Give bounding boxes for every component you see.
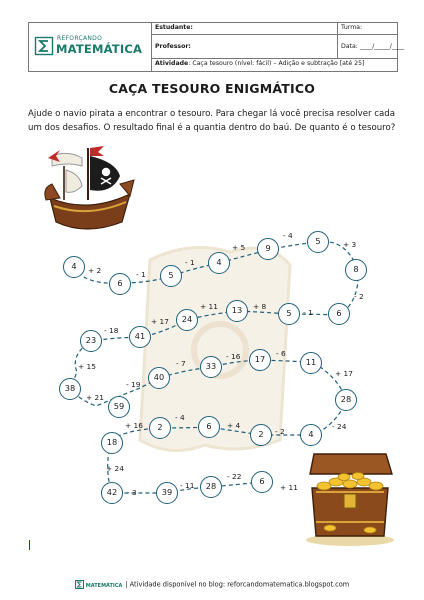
path-node: 6 bbox=[251, 471, 273, 493]
footer-text: | Atividade disponível no blog: reforcandomatematica.blogspot.com bbox=[125, 580, 350, 589]
path-node: 2 bbox=[250, 424, 272, 446]
operation-label: + 11 bbox=[200, 302, 218, 311]
operation-label: + 15 bbox=[78, 362, 96, 371]
operation-label: - 1 bbox=[185, 258, 195, 267]
operation-label: - 4 bbox=[283, 231, 293, 240]
date-label: Data: ____/_____/____ bbox=[341, 43, 405, 50]
operation-label: + 24 bbox=[106, 464, 124, 473]
path-node: 24 bbox=[176, 309, 198, 331]
path-node: 4 bbox=[63, 256, 85, 278]
operation-label: + 21 bbox=[86, 393, 104, 402]
operation-label: + 2 bbox=[88, 266, 102, 275]
operation-label: + 8 bbox=[253, 302, 267, 311]
operation-label: + 5 bbox=[232, 243, 246, 252]
teacher-label: Professor: bbox=[155, 43, 191, 50]
operation-label: - 6 bbox=[276, 349, 286, 358]
footer-brand: MATEMÁTICA bbox=[85, 582, 123, 589]
operation-label: - 2 bbox=[354, 292, 364, 301]
path-node: 23 bbox=[80, 330, 102, 352]
operation-label: + 11 bbox=[280, 483, 298, 492]
path-node: 11 bbox=[300, 352, 322, 374]
path-node: 42 bbox=[101, 482, 123, 504]
operation-label: - 4 bbox=[175, 413, 185, 422]
path-node: 9 bbox=[257, 238, 279, 260]
operation-label: - 2 bbox=[275, 427, 285, 436]
path-node: 6 bbox=[328, 303, 350, 325]
activity-label: Atividade bbox=[155, 60, 189, 67]
instructions-text: Ajude o navio pirata a encontrar o tesouro. Para chegar lá você precisa resolver cada um dos desafios. O resultado final é a quantia dentro do baú. De quanto é o tesouro? bbox=[28, 109, 396, 133]
path-node: 41 bbox=[129, 326, 151, 348]
footer bbox=[0, 580, 424, 589]
operation-label: + 4 bbox=[227, 421, 241, 430]
path-node: 5 bbox=[307, 231, 329, 253]
path-node: 6 bbox=[198, 416, 220, 438]
path-node: 5 bbox=[278, 303, 300, 325]
path-node: 4 bbox=[208, 252, 230, 274]
path-node: 40 bbox=[148, 367, 170, 389]
path-node: 17 bbox=[249, 349, 271, 371]
path-node: 18 bbox=[101, 432, 123, 454]
operation-label: - 1 bbox=[136, 270, 146, 279]
page-title: CAÇA TESOURO ENIGMÁTICO bbox=[108, 81, 316, 96]
operation-label: + 3 bbox=[343, 240, 357, 249]
path-node: 33 bbox=[200, 356, 222, 378]
operation-label: - 11 bbox=[180, 481, 195, 490]
brand-top: REFORÇANDO bbox=[57, 35, 103, 42]
text-cursor bbox=[29, 540, 30, 550]
path-node: 38 bbox=[59, 378, 81, 400]
activity-text: : Caça tesouro (nível: fácil) – Adição e subtração [até 25] bbox=[188, 60, 365, 67]
student-label: Estudante: bbox=[155, 24, 193, 31]
operation-label: - 3 bbox=[127, 488, 137, 497]
operation-label: + 17 bbox=[151, 317, 169, 326]
path-node: 4 bbox=[300, 424, 322, 446]
sigma-logo-icon bbox=[75, 580, 84, 589]
operation-label: - 24 bbox=[332, 422, 347, 431]
class-label: Turma: bbox=[341, 24, 363, 31]
operation-label: - 7 bbox=[176, 359, 186, 368]
path-node: 2 bbox=[149, 417, 171, 439]
operation-label: - 19 bbox=[126, 380, 141, 389]
path-node: 13 bbox=[226, 300, 248, 322]
path-node: 39 bbox=[156, 482, 178, 504]
operation-label: + 17 bbox=[335, 369, 353, 378]
operation-label: - 18 bbox=[104, 326, 119, 335]
operation-label: - 16 bbox=[226, 352, 241, 361]
brand-main: MATEMÁTICA bbox=[56, 42, 143, 56]
operation-label: - 1 bbox=[303, 308, 313, 317]
path-node: 8 bbox=[345, 259, 367, 281]
operation-label: - 22 bbox=[227, 472, 242, 481]
operation-label: + 16 bbox=[125, 421, 143, 430]
path-node: 6 bbox=[109, 273, 131, 295]
path-node: 28 bbox=[200, 476, 222, 498]
path-node: 28 bbox=[335, 389, 357, 411]
path-node: 5 bbox=[160, 265, 182, 287]
path-node: 59 bbox=[108, 396, 130, 418]
